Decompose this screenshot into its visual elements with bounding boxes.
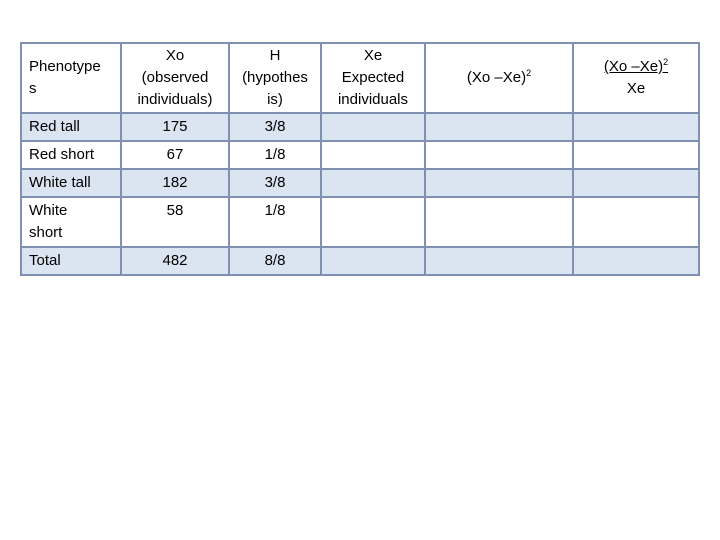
header-xe-line3: individuals [337,91,409,108]
cell-h: 3/8 [229,113,321,141]
cell-xe [321,247,425,275]
table-row [21,247,699,275]
header-diff-squared [425,43,573,113]
cell-phenotype [21,113,121,141]
cell-xo: 482 [121,247,229,275]
header-h-line3: is) [267,91,283,108]
cell-chi-term [573,197,699,247]
header-h-line2: (hypothes [242,69,308,86]
cell-phenotype [21,141,121,169]
cell-diff-squared [425,169,573,197]
header-xo-line3: individuals) [137,91,213,108]
table-row [21,197,699,247]
cell-phenotype-text: Red short [29,146,95,163]
header-h-line1: H [269,47,281,64]
cell-chi-term [573,169,699,197]
header-chi-denominator: Xe [626,80,646,97]
cell-h: 8/8 [229,247,321,275]
cell-diff-squared [425,197,573,247]
cell-h: 1/8 [229,141,321,169]
header-diff-squared-exponent: 2 [526,68,532,78]
cell-chi-term [573,113,699,141]
header-phenotypes-line2: s [29,80,37,97]
cell-h: 1/8 [229,197,321,247]
table-header-row [21,43,699,113]
header-xo [121,43,229,113]
cell-phenotype-line1: White [29,202,68,219]
cell-chi-term [573,141,699,169]
cell-phenotype [21,247,121,275]
cell-h: 3/8 [229,169,321,197]
table-row [21,113,699,141]
cell-phenotype-line2: short [29,224,63,241]
cell-chi-term [573,247,699,275]
cell-diff-squared [425,113,573,141]
cell-xo: 67 [121,141,229,169]
cell-diff-squared [425,141,573,169]
cell-phenotype-text: White tall [29,174,91,191]
cell-xe [321,197,425,247]
header-xe-line2: Expected [341,69,405,86]
cell-xo: 58 [121,197,229,247]
cell-diff-squared [425,247,573,275]
cell-xo: 182 [121,169,229,197]
header-xe [321,43,425,113]
header-phenotypes-line1: Phenotype [29,58,101,75]
table-row [21,169,699,197]
header-xo-line1: Xo [165,47,185,64]
header-phenotypes [21,43,121,113]
header-chi-term [573,43,699,113]
header-chi-numerator-base: (Xo –Xe) [603,58,664,75]
cell-xe [321,141,425,169]
chi-square-table [20,42,700,276]
header-chi-numerator [604,58,668,75]
cell-xo: 175 [121,113,229,141]
table-row [21,141,699,169]
header-xo-line2: (observed [141,69,209,86]
cell-phenotype-text: Red tall [29,118,80,135]
cell-xe [321,113,425,141]
cell-phenotype [21,197,121,247]
cell-phenotype-text: Total [29,252,61,269]
header-xe-line1: Xe [363,47,383,64]
cell-phenotype [21,169,121,197]
header-h [229,43,321,113]
header-chi-numerator-exponent: 2 [663,57,669,67]
cell-xe [321,169,425,197]
header-diff-squared-base: (Xo –Xe) [466,69,527,86]
